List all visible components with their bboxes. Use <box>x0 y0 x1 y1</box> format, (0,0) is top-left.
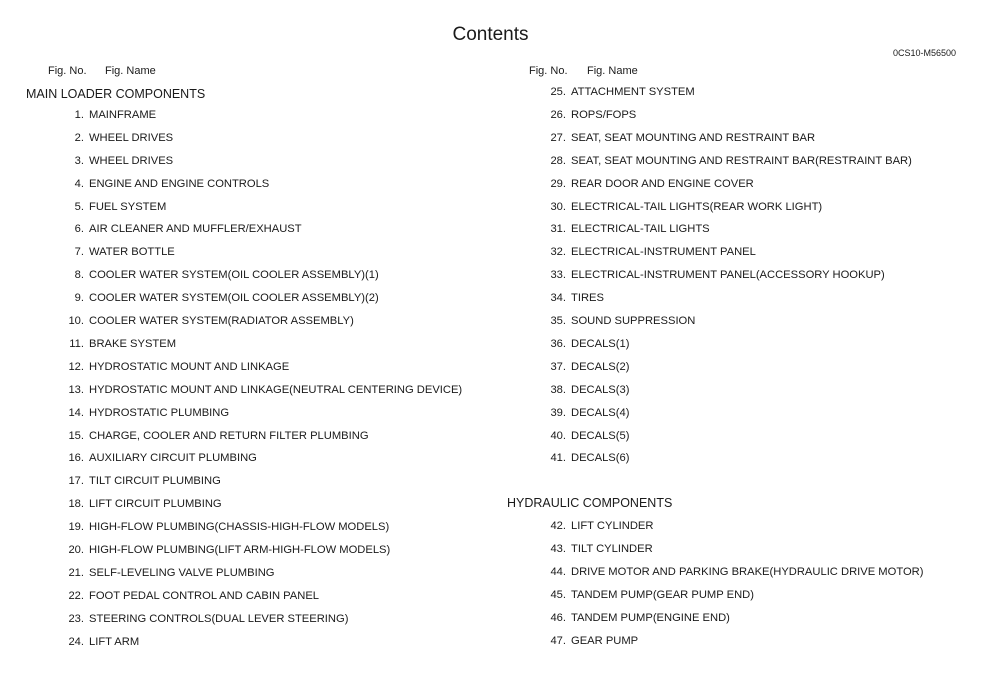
fig-name: COOLER WATER SYSTEM(RADIATOR ASSEMBLY) <box>89 315 354 327</box>
toc-entry[interactable] <box>54 268 379 282</box>
fig-name: GEAR PUMP <box>571 634 639 647</box>
fig-name: HYDROSTATIC MOUNT AND LINKAGE <box>89 360 290 373</box>
toc-entry[interactable] <box>536 108 636 122</box>
fig-number: 9. <box>74 292 84 305</box>
fig-name: REAR DOOR AND ENGINE COVER <box>571 177 754 190</box>
fig-name: TILT CIRCUIT PLUMBING <box>89 475 221 488</box>
toc-entry[interactable] <box>536 222 710 236</box>
fig-number: 30. <box>550 200 566 213</box>
toc-entry[interactable] <box>536 200 822 214</box>
fig-name: WATER BOTTLE <box>89 246 175 259</box>
toc-entry[interactable] <box>54 497 222 511</box>
fig-name: FOOT PEDAL CONTROL AND CABIN PANEL <box>89 589 320 602</box>
toc-entry[interactable] <box>536 337 629 351</box>
toc-entry[interactable] <box>536 291 604 305</box>
fig-number: 45. <box>550 588 566 601</box>
fig-number: 32. <box>550 246 566 259</box>
fig-number: 37. <box>550 360 566 373</box>
right-header-fig-no: Fig. No. <box>529 65 568 77</box>
toc-entry[interactable] <box>54 635 139 649</box>
fig-number: 13. <box>68 383 84 396</box>
fig-number: 4. <box>74 177 84 190</box>
fig-name: ROPS/FOPS <box>571 108 637 121</box>
fig-name: DECALS(6) <box>571 452 630 465</box>
toc-entry[interactable] <box>536 634 638 648</box>
fig-name: TILT CYLINDER <box>571 543 653 555</box>
fig-name: DRIVE MOTOR AND PARKING BRAKE(HYDRAULIC DRIVE MOTOR) <box>571 565 924 578</box>
left-header-fig-no: Fig. No. <box>48 65 87 77</box>
fig-name: HYDROSTATIC MOUNT AND LINKAGE(NEUTRAL CENTERING DEVICE) <box>89 383 463 396</box>
fig-number: 23. <box>68 612 84 625</box>
toc-entry[interactable] <box>54 222 302 236</box>
page-title: Contents <box>452 24 529 45</box>
toc-entry[interactable] <box>54 360 289 374</box>
fig-number: 22. <box>68 589 84 602</box>
fig-number: 47. <box>550 634 566 647</box>
fig-number: 3. <box>74 154 84 167</box>
toc-entry[interactable] <box>54 383 462 397</box>
fig-number: 11. <box>69 337 84 350</box>
fig-name: LIFT ARM <box>89 635 140 648</box>
fig-number: 40. <box>550 429 566 442</box>
fig-number: 36. <box>550 337 566 350</box>
fig-name: TANDEM PUMP(GEAR PUMP END) <box>571 588 754 601</box>
fig-number: 38. <box>550 383 566 396</box>
fig-name: SOUND SUPPRESSION <box>571 315 696 327</box>
toc-entry[interactable] <box>54 543 390 557</box>
toc-entry[interactable] <box>536 542 653 556</box>
fig-number: 1. <box>74 108 84 121</box>
toc-entry[interactable] <box>536 406 629 420</box>
fig-number: 12. <box>68 360 84 373</box>
toc-entry[interactable] <box>54 520 389 534</box>
toc-entry[interactable] <box>536 85 695 99</box>
fig-number: 10. <box>68 315 84 327</box>
fig-name: HIGH-FLOW PLUMBING(LIFT ARM-HIGH-FLOW MODELS) <box>89 544 391 556</box>
toc-entry[interactable] <box>54 177 269 191</box>
toc-entry[interactable] <box>54 200 166 214</box>
toc-entry[interactable] <box>536 588 754 602</box>
fig-number: 39. <box>550 406 566 419</box>
fig-name: AIR CLEANER AND MUFFLER/EXHAUST <box>89 223 302 236</box>
toc-entry[interactable] <box>54 612 348 626</box>
fig-number: 29. <box>550 177 566 190</box>
fig-name: LIFT CYLINDER <box>571 520 654 533</box>
fig-number: 18. <box>68 498 84 511</box>
fig-number: 24. <box>68 635 84 648</box>
toc-entry[interactable] <box>536 177 754 191</box>
fig-number: 2. <box>74 131 84 144</box>
toc-entry[interactable] <box>536 451 629 465</box>
fig-number: 35. <box>550 315 566 327</box>
fig-number: 41. <box>550 452 566 465</box>
fig-name: STEERING CONTROLS(DUAL LEVER STEERING) <box>89 612 349 625</box>
fig-number: 21. <box>68 566 84 579</box>
fig-name: BRAKE SYSTEM <box>89 337 177 350</box>
left-header-fig-name: Fig. Name <box>105 65 156 77</box>
fig-name: WHEEL DRIVES <box>89 131 174 144</box>
toc-entry[interactable] <box>54 474 221 488</box>
fig-number: 26. <box>550 108 566 121</box>
fig-number: 7. <box>74 246 84 259</box>
document-code: 0CS10-M56500 <box>892 48 956 58</box>
fig-name: ENGINE AND ENGINE CONTROLS <box>89 177 270 190</box>
toc-entry[interactable] <box>536 245 756 259</box>
fig-name: LIFT CIRCUIT PLUMBING <box>89 498 222 511</box>
toc-entry[interactable] <box>536 519 653 533</box>
toc-entry[interactable] <box>536 268 885 282</box>
fig-name: ATTACHMENT SYSTEM <box>571 86 695 98</box>
fig-number: 20. <box>68 544 84 556</box>
right-header-fig-name: Fig. Name <box>587 65 638 77</box>
section-heading: MAIN LOADER COMPONENTS <box>26 87 206 101</box>
fig-name: HYDROSTATIC PLUMBING <box>89 406 230 419</box>
fig-name: COOLER WATER SYSTEM(OIL COOLER ASSEMBLY)(2) <box>89 292 379 305</box>
fig-number: 31. <box>550 223 566 236</box>
toc-entry[interactable] <box>54 245 175 259</box>
fig-name: WHEEL DRIVES <box>89 154 174 167</box>
fig-number: 34. <box>550 292 566 305</box>
fig-name: AUXILIARY CIRCUIT PLUMBING <box>89 452 257 465</box>
fig-name: SEAT, SEAT MOUNTING AND RESTRAINT BAR(RESTRAINT BAR) <box>571 154 912 167</box>
fig-name: FUEL SYSTEM <box>89 200 167 213</box>
fig-number: 8. <box>74 269 84 282</box>
fig-number: 5. <box>74 200 84 213</box>
section-heading: HYDRAULIC COMPONENTS <box>507 496 673 511</box>
toc-entry[interactable] <box>54 337 176 351</box>
toc-entry[interactable] <box>536 154 912 168</box>
toc-entry[interactable] <box>54 406 229 420</box>
fig-number: 16. <box>68 452 84 465</box>
toc-entry[interactable] <box>536 383 629 397</box>
toc-entry[interactable] <box>536 429 629 443</box>
fig-name: COOLER WATER SYSTEM(OIL COOLER ASSEMBLY)(1) <box>89 269 379 282</box>
fig-number: 14. <box>68 406 84 419</box>
toc-entry[interactable] <box>536 314 695 328</box>
fig-name: MAINFRAME <box>89 108 157 121</box>
toc-entry[interactable] <box>536 565 923 579</box>
fig-number: 27. <box>550 131 566 144</box>
toc-entry[interactable] <box>536 611 730 625</box>
fig-number: 17. <box>68 475 84 488</box>
fig-name: SEAT, SEAT MOUNTING AND RESTRAINT BAR <box>571 131 816 144</box>
fig-number: 15. <box>68 429 84 442</box>
fig-number: 43. <box>550 543 566 555</box>
fig-name: DECALS(4) <box>571 406 630 419</box>
fig-name: ELECTRICAL-TAIL LIGHTS(REAR WORK LIGHT) <box>571 200 823 213</box>
fig-name: DECALS(3) <box>571 383 630 396</box>
fig-name: HIGH-FLOW PLUMBING(CHASSIS-HIGH-FLOW MODELS) <box>89 521 390 534</box>
toc-entry[interactable] <box>54 291 379 305</box>
fig-number: 33. <box>550 269 566 282</box>
fig-name: ELECTRICAL-INSTRUMENT PANEL <box>571 246 756 259</box>
fig-number: 46. <box>550 611 566 624</box>
fig-name: TIRES <box>571 292 604 305</box>
fig-name: ELECTRICAL-INSTRUMENT PANEL(ACCESSORY HOOKUP) <box>571 269 885 282</box>
toc-entry[interactable] <box>54 429 369 443</box>
toc-entry[interactable] <box>54 131 173 145</box>
fig-number: 6. <box>74 223 84 236</box>
toc-entry[interactable] <box>54 451 257 465</box>
fig-name: ELECTRICAL-TAIL LIGHTS <box>571 223 710 236</box>
toc-entry[interactable] <box>536 360 629 374</box>
fig-name: DECALS(2) <box>571 360 630 373</box>
fig-name: DECALS(5) <box>571 429 630 442</box>
toc-entry[interactable] <box>536 131 815 145</box>
fig-number: 42. <box>550 520 566 533</box>
toc-entry[interactable] <box>54 314 354 328</box>
fig-name: CHARGE, COOLER AND RETURN FILTER PLUMBING <box>89 429 369 442</box>
fig-number: 19. <box>68 521 84 534</box>
toc-entry[interactable] <box>54 108 156 122</box>
fig-number: 25. <box>550 86 566 98</box>
toc-entry[interactable] <box>54 154 173 168</box>
toc-entry[interactable] <box>54 589 319 603</box>
toc-entry[interactable] <box>54 566 274 580</box>
fig-name: SELF-LEVELING VALVE PLUMBING <box>89 566 275 579</box>
fig-number: 44. <box>550 565 566 578</box>
fig-number: 28. <box>550 154 566 167</box>
fig-name: TANDEM PUMP(ENGINE END) <box>571 611 730 624</box>
fig-name: DECALS(1) <box>571 337 630 350</box>
